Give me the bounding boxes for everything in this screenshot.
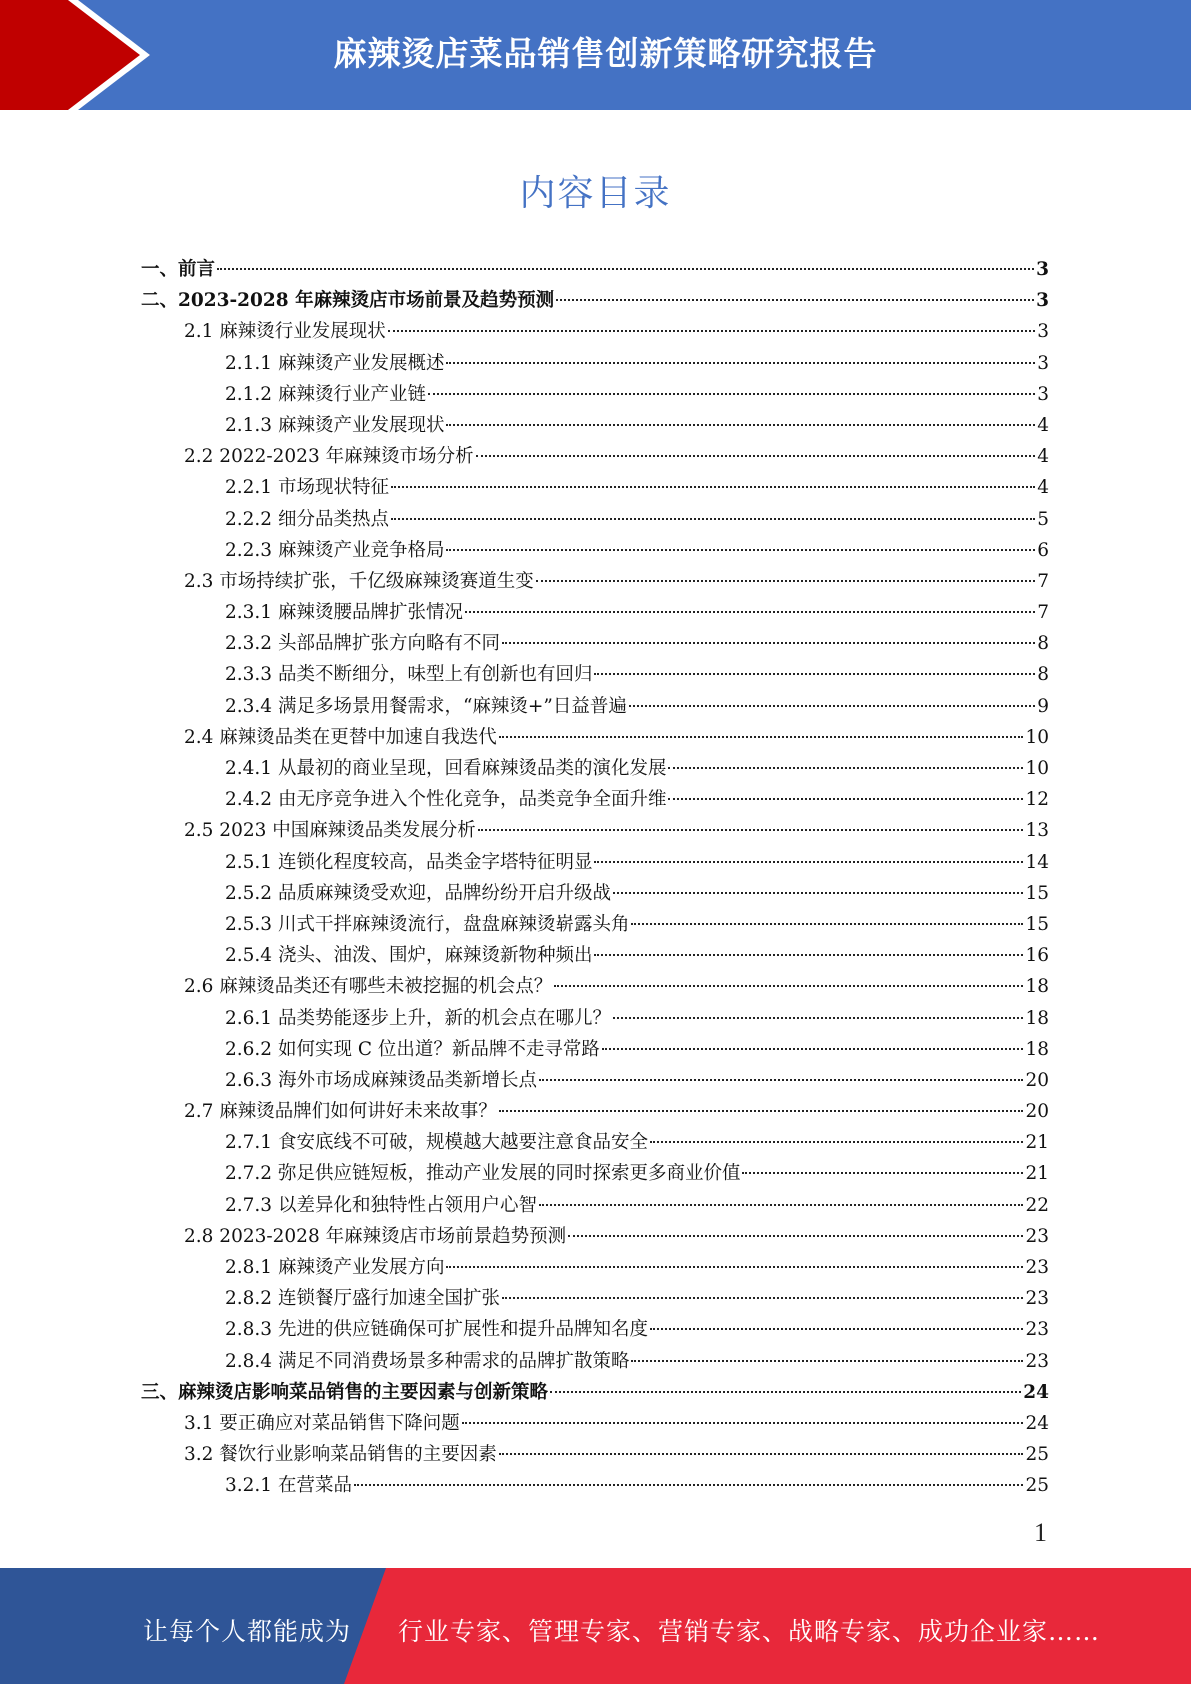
toc-entry-title: 2.1.2 麻辣烫行业产业链	[225, 383, 426, 405]
toc-entry-page: 25	[1025, 1444, 1049, 1466]
toc-dot-leader	[502, 1297, 1023, 1299]
toc-entry[interactable]	[141, 1127, 1049, 1158]
toc-dot-leader	[446, 424, 1035, 426]
toc-entry-title: 2.1.1 麻辣烫产业发展概述	[225, 352, 445, 374]
toc-dot-leader	[554, 985, 1023, 987]
toc-dot-leader	[465, 611, 1035, 613]
toc-entry-title: 2.6.3 海外市场成麻辣烫品类新增长点	[225, 1069, 537, 1091]
toc-entry-title: 2.5.3 川式干拌麻辣烫流行，盘盘麻辣烫崭露头角	[225, 913, 630, 935]
page-header	[0, 0, 1191, 110]
toc-dot-leader	[446, 1266, 1023, 1268]
table-of-contents	[141, 254, 1049, 1502]
toc-dot-leader	[536, 580, 1035, 582]
toc-dot-leader	[629, 705, 1035, 707]
toc-entry-page: 4	[1037, 446, 1049, 468]
toc-entry[interactable]	[141, 254, 1049, 285]
toc-dot-leader	[499, 1110, 1024, 1112]
toc-dot-leader	[668, 767, 1023, 769]
toc-entry-title: 2.5.2 品质麻辣烫受欢迎，品牌纷纷开启升级战	[225, 882, 611, 904]
toc-entry-title: 2.1 麻辣烫行业发展现状	[184, 321, 386, 343]
toc-entry-page: 9	[1037, 695, 1049, 717]
toc-entry[interactable]	[141, 940, 1049, 971]
toc-entry-title: 2.2.3 麻辣烫产业竞争格局	[225, 539, 445, 561]
toc-entry-page: 23	[1025, 1350, 1049, 1372]
toc-entry[interactable]	[141, 722, 1049, 753]
toc-dot-leader	[217, 268, 1034, 270]
toc-entry-title: 2.2.1 市场现状特征	[225, 477, 389, 499]
toc-entry[interactable]	[141, 784, 1049, 815]
toc-entry-page: 5	[1037, 508, 1049, 530]
toc-entry-page: 16	[1025, 945, 1049, 967]
toc-dot-leader	[446, 362, 1035, 364]
toc-dot-leader	[428, 393, 1035, 395]
toc-entry[interactable]	[141, 628, 1049, 659]
toc-entry-title: 2.3.2 头部品牌扩张方向略有不同	[225, 633, 500, 655]
toc-dot-leader	[742, 1172, 1023, 1174]
toc-entry[interactable]	[141, 316, 1049, 347]
toc-entry[interactable]	[141, 472, 1049, 503]
toc-entry-title: 2.4.1 从最初的商业呈现，回看麻辣烫品类的演化发展	[225, 758, 667, 779]
toc-entry-title: 2.5.4 浇头、油泼、围炉，麻辣烫新物种频出	[225, 945, 593, 967]
page-footer	[0, 1568, 1191, 1684]
toc-entry-title: 2.3.4 满足多场景用餐需求，“麻辣烫+”日益普遍	[225, 695, 627, 717]
toc-entry-title: 2.8.4 满足不同消费场景多种需求的品牌扩散策略	[225, 1350, 630, 1372]
toc-entry[interactable]	[141, 1314, 1049, 1345]
toc-entry-title: 2.7.2 弥足供应链短板，推动产业发展的同时探索更多商业价值	[225, 1163, 741, 1185]
toc-dot-leader	[391, 518, 1035, 520]
page-number: 1	[1034, 1518, 1047, 1547]
toc-entry-page: 6	[1037, 539, 1049, 561]
toc-entry-page: 21	[1025, 1132, 1049, 1154]
toc-dot-leader	[650, 1328, 1023, 1330]
toc-entry-title: 2.5.1 连锁化程度较高，品类金字塔特征明显	[225, 851, 593, 873]
toc-entry-title: 2.8.2 连锁餐厅盛行加速全国扩张	[225, 1288, 500, 1310]
toc-dot-leader	[502, 642, 1035, 644]
toc-entry[interactable]	[141, 909, 1049, 940]
toc-entry[interactable]	[141, 815, 1049, 846]
toc-entry-title: 2.3.3 品类不断细分，味型上有创新也有回归	[225, 664, 593, 686]
toc-entry-page: 23	[1025, 1319, 1049, 1341]
toc-dot-leader	[556, 299, 1034, 301]
toc-heading: 内容目录	[519, 173, 672, 214]
toc-dot-leader	[594, 673, 1035, 675]
toc-entry[interactable]	[141, 971, 1049, 1002]
toc-entry-title: 2.7.1 食安底线不可破，规模越大越要注意食品安全	[225, 1132, 648, 1154]
toc-entry-title: 一、前言	[141, 259, 216, 280]
toc-dot-leader	[594, 954, 1023, 956]
toc-entry-page: 15	[1025, 913, 1049, 935]
toc-entry-title: 2.4 麻辣烫品类在更替中加速自我迭代	[184, 726, 497, 748]
toc-entry-page: 4	[1037, 477, 1049, 499]
toc-entry-page: 24	[1025, 1412, 1049, 1434]
toc-dot-leader	[650, 1141, 1023, 1143]
toc-entry-title: 2.3.1 麻辣烫腰品牌扩张情况	[225, 602, 463, 624]
toc-entry-title: 2.3 市场持续扩张，千亿级麻辣烫赛道生变	[184, 570, 534, 592]
toc-entry-page: 23	[1025, 1257, 1049, 1278]
toc-entry-page: 7	[1037, 570, 1049, 592]
toc-entry-title: 2.6 麻辣烫品类还有哪些未被挖掘的机会点？	[184, 976, 553, 998]
toc-entry-page: 8	[1037, 664, 1049, 686]
toc-entry-page: 20	[1025, 1101, 1049, 1123]
toc-entry[interactable]	[141, 1408, 1049, 1439]
toc-entry-title: 2.7 麻辣烫品牌们如何讲好未来故事？	[184, 1101, 497, 1123]
toc-dot-leader	[354, 1484, 1024, 1486]
toc-entry-page: 23	[1025, 1225, 1049, 1247]
toc-dot-leader	[550, 1391, 1021, 1393]
toc-dot-leader	[476, 455, 1036, 457]
toc-entry[interactable]	[141, 597, 1049, 628]
toc-entry-title: 3.2 餐饮行业影响菜品销售的主要因素	[184, 1444, 497, 1466]
toc-dot-leader	[446, 549, 1035, 551]
toc-entry-title: 2.4.2 由无序竞争进入个性化竞争，品类竞争全面升维	[225, 789, 667, 811]
toc-entry-page: 3	[1036, 290, 1049, 312]
toc-entry[interactable]	[141, 1003, 1049, 1034]
footer-slogan-left: 让每个人都能成为	[143, 1617, 352, 1646]
toc-entry-page: 3	[1036, 259, 1049, 280]
toc-entry-page: 3	[1037, 383, 1049, 405]
toc-entry-title: 2.8.3 先进的供应链确保可扩展性和提升品牌知名度	[225, 1319, 648, 1341]
toc-dot-leader	[613, 892, 1023, 894]
toc-entry-page: 20	[1025, 1069, 1049, 1091]
toc-entry[interactable]	[141, 691, 1049, 722]
toc-entry[interactable]	[141, 659, 1049, 690]
toc-entry[interactable]	[141, 535, 1049, 566]
toc-entry[interactable]	[141, 753, 1049, 784]
toc-entry-page: 13	[1025, 820, 1049, 842]
toc-entry-title: 2.5 2023 中国麻辣烫品类发展分析	[184, 820, 476, 842]
toc-entry-title: 2.2.2 细分品类热点	[225, 508, 389, 530]
toc-entry[interactable]	[141, 1346, 1049, 1377]
toc-dot-leader	[499, 1453, 1024, 1455]
toc-entry-page: 22	[1025, 1194, 1049, 1216]
toc-entry[interactable]	[141, 410, 1049, 441]
toc-dot-leader	[499, 736, 1024, 738]
toc-dot-leader	[539, 1204, 1023, 1206]
toc-dot-leader	[478, 829, 1024, 831]
toc-dot-leader	[613, 1017, 1023, 1019]
toc-entry[interactable]	[141, 504, 1049, 535]
toc-entry-title: 2.7.3 以差异化和独特性占领用户心智	[225, 1194, 537, 1216]
report-title: 麻辣烫店菜品销售创新策略研究报告	[333, 34, 878, 73]
toc-dot-leader	[388, 330, 1035, 332]
toc-entry-page: 4	[1037, 414, 1049, 436]
toc-entry[interactable]	[141, 1034, 1049, 1065]
toc-dot-leader	[568, 1235, 1023, 1237]
toc-entry[interactable]	[141, 1190, 1049, 1221]
toc-entry-title: 二、2023-2028 年麻辣烫店市场前景及趋势预测	[141, 290, 555, 312]
toc-entry-title: 2.6.2 如何实现 C 位出道？新品牌不走寻常路	[225, 1038, 600, 1060]
toc-entry-page: 3	[1037, 352, 1049, 374]
toc-entry-page: 14	[1025, 851, 1049, 873]
toc-entry-page: 18	[1025, 1038, 1049, 1060]
toc-entry-page: 12	[1025, 789, 1049, 811]
toc-entry-title: 2.2 2022-2023 年麻辣烫市场分析	[184, 446, 474, 468]
toc-entry-page: 10	[1025, 726, 1049, 748]
toc-entry-title: 3.1 要正确应对菜品销售下降问题	[184, 1412, 460, 1434]
toc-entry[interactable]	[141, 1158, 1049, 1189]
toc-entry-page: 18	[1025, 1007, 1049, 1029]
toc-entry[interactable]	[141, 1283, 1049, 1314]
toc-dot-leader	[602, 1048, 1024, 1050]
toc-dot-leader	[668, 798, 1023, 800]
toc-entry[interactable]	[141, 878, 1049, 909]
toc-entry-title: 3.2.1 在营菜品	[225, 1475, 352, 1497]
toc-entry[interactable]	[141, 566, 1049, 597]
footer-slogan-right: 行业专家、管理专家、营销专家、战略专家、成功企业家……	[398, 1617, 1101, 1646]
toc-entry[interactable]	[141, 285, 1049, 316]
toc-dot-leader	[631, 923, 1023, 925]
toc-entry[interactable]	[141, 379, 1049, 410]
toc-entry-page: 25	[1025, 1475, 1049, 1497]
toc-entry[interactable]	[141, 441, 1049, 472]
toc-entry-title: 2.6.1 品类势能逐步上升，新的机会点在哪儿？	[225, 1007, 611, 1029]
toc-entry[interactable]	[141, 1252, 1049, 1283]
toc-entry-title: 三、麻辣烫店影响菜品销售的主要因素与创新策略	[141, 1381, 549, 1403]
toc-entry[interactable]	[141, 348, 1049, 379]
toc-entry-page: 21	[1025, 1163, 1049, 1185]
toc-dot-leader	[539, 1079, 1023, 1081]
toc-entry[interactable]	[141, 1470, 1049, 1501]
toc-entry-page: 3	[1037, 321, 1049, 343]
toc-entry-page: 15	[1025, 882, 1049, 904]
toc-entry[interactable]	[141, 1377, 1049, 1408]
toc-entry-page: 18	[1025, 976, 1049, 998]
toc-dot-leader	[391, 486, 1035, 488]
toc-entry-page: 7	[1037, 602, 1049, 624]
toc-entry[interactable]	[141, 1221, 1049, 1252]
toc-entry-page: 24	[1023, 1381, 1049, 1403]
toc-entry[interactable]	[141, 847, 1049, 878]
toc-dot-leader	[631, 1360, 1023, 1362]
toc-entry[interactable]	[141, 1096, 1049, 1127]
toc-entry-page: 8	[1037, 633, 1049, 655]
toc-dot-leader	[462, 1422, 1024, 1424]
toc-entry-title: 2.8.1 麻辣烫产业发展方向	[225, 1257, 445, 1278]
toc-entry-title: 2.1.3 麻辣烫产业发展现状	[225, 414, 445, 436]
toc-entry[interactable]	[141, 1065, 1049, 1096]
toc-entry-title: 2.8 2023-2028 年麻辣烫店市场前景趋势预测	[184, 1225, 567, 1247]
toc-dot-leader	[594, 861, 1023, 863]
toc-entry[interactable]	[141, 1439, 1049, 1470]
toc-entry-page: 23	[1025, 1288, 1049, 1310]
toc-entry-page: 10	[1025, 758, 1049, 779]
